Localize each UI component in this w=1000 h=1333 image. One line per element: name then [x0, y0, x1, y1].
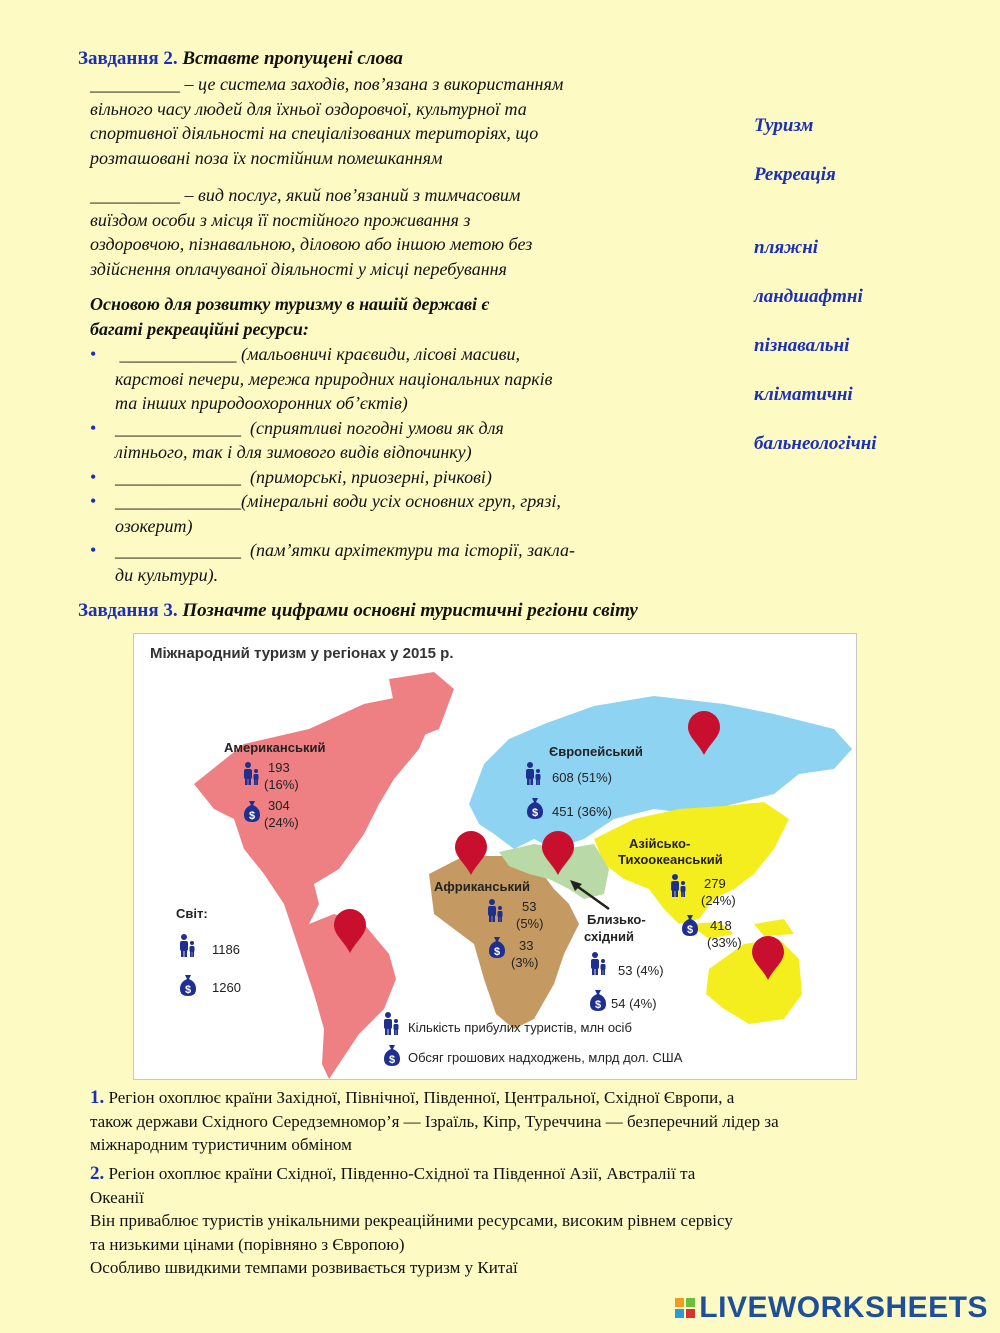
- word-bank-item[interactable]: кліматичні: [754, 384, 853, 405]
- definition-2-line: здійснення оплачуваної діяльності у місці перебування: [90, 258, 507, 279]
- map-title: Міжнародний туризм у регіонах у 2015 р.: [150, 645, 454, 662]
- definition-1-blank[interactable]: __________: [90, 74, 180, 94]
- definition-2-line: оздоровчою, пізнавальною, діловою або іншою метою без: [90, 234, 533, 254]
- person-icon: [384, 1012, 399, 1035]
- money-icon: [180, 975, 196, 996]
- middle-east-label-1: Близько-: [587, 912, 646, 927]
- bullet-icon: •: [90, 466, 97, 487]
- american-tourists: 193: [268, 760, 290, 775]
- asia-pacific-label-1: Азійсько-: [629, 836, 691, 851]
- task3-heading: [78, 600, 638, 622]
- resource-text: (сприятливі погодні умови як для: [250, 417, 504, 438]
- definition-2-blank[interactable]: __________: [90, 185, 180, 205]
- description-line: Він приваблює туристів унікальними рекреаційними ресурсами, високим рівнем сервісу: [90, 1211, 733, 1230]
- asia-pacific-label-2: Тихоокеанський: [618, 852, 723, 867]
- world-tourists: 1186: [212, 942, 240, 957]
- description-number: 1.: [90, 1087, 105, 1108]
- definition-1-line: спортивної діяльності на спеціалізованих територіях, що: [90, 123, 539, 143]
- resources-heading-line: багаті рекреаційні ресурси:: [90, 318, 309, 339]
- region-description-2: [90, 1162, 970, 1280]
- resource-blank[interactable]: ______________: [115, 417, 241, 438]
- resource-text: (приморські, приозерні, річкові): [250, 466, 492, 487]
- asia-pacific-tourists: 279: [704, 876, 726, 891]
- african-revenue: 33: [519, 938, 534, 953]
- list-item: [90, 465, 735, 490]
- bullet-icon: •: [90, 540, 97, 560]
- european-label: Європейський: [549, 744, 643, 759]
- world-revenue: 1260: [212, 980, 241, 995]
- american-tourists-pct: (16%): [264, 777, 299, 792]
- brand-name: LIVEWORKSHEETS: [699, 1291, 988, 1324]
- definition-1-line: розташовані поза їх постійним помешканням: [90, 147, 443, 168]
- world-label: Світ:: [176, 906, 208, 921]
- resources-heading: [90, 292, 730, 341]
- african-label: Африканський: [434, 879, 530, 894]
- money-icon: [590, 990, 606, 1011]
- definition-2: [90, 183, 730, 281]
- definition-1: [90, 72, 730, 170]
- word-bank-item[interactable]: бальнеологічні: [754, 433, 877, 454]
- resource-text: озокерит): [115, 515, 193, 536]
- middle-east-tourists: 53 (4%): [618, 963, 664, 978]
- resource-text: ди культури).: [115, 564, 219, 585]
- american-revenue: 304: [268, 798, 290, 813]
- definition-1-line: – це система заходів, пов’язана з використанням: [184, 74, 564, 94]
- definition-2-line: виїздом особи з місця її постійного проживання з: [90, 209, 471, 230]
- person-icon: [591, 952, 606, 975]
- bullet-icon: •: [90, 344, 97, 364]
- legend-tourists: Кількість прибулих туристів, млн осіб: [408, 1020, 632, 1035]
- description-line: Регіон охоплює країни Західної, Північної, Південної, Центральної, Східної Європи, а: [108, 1088, 735, 1107]
- african-revenue-pct: (3%): [511, 955, 539, 970]
- asia-pacific-revenue: 418: [710, 918, 732, 933]
- description-line: Особливо швидкими темпами розвивається туризм у Китаї: [90, 1258, 518, 1277]
- middle-east-revenue: 54 (4%): [611, 996, 657, 1011]
- word-bank-item[interactable]: пляжні: [754, 237, 819, 258]
- resources-heading-line: Основою для розвитку туризму в нашій державі є: [90, 294, 489, 314]
- liveworksheets-logo-icon: [675, 1298, 695, 1318]
- bullet-icon: •: [90, 417, 97, 438]
- description-line: Регіон охоплює країни Східної, Південно-Східної та Південної Азії, Австралії та: [108, 1164, 696, 1183]
- european-tourists: 608 (51%): [552, 770, 612, 785]
- description-number: 2.: [90, 1163, 105, 1184]
- resource-text: карстові печери, мережа природних національних парків: [115, 368, 553, 389]
- american-label: Американський: [224, 740, 326, 755]
- word-bank-item[interactable]: пізнавальні: [754, 335, 850, 356]
- task3-label: Завдання 3.: [78, 600, 178, 621]
- word-bank-item[interactable]: ландшафтні: [754, 286, 863, 307]
- european-revenue: 451 (36%): [552, 804, 612, 819]
- asia-pacific-tourists-pct: (24%): [701, 893, 736, 908]
- description-line: також держави Східного Середземномор’я — Ізраїль, Кіпр, Туреччина — безперечний лідер за: [90, 1111, 779, 1131]
- map-svg: $ Міжнародний туризм у регіонах у 2015 р. Американський 193 (16%) 304 (24%) Європейський 608 (51%) 451 (36%) Азійсько- Тихоокеанський 279 (24%) 418 (33%) Африканський 53 (5%) 33 (3%) Близько- східний 53 (4%) 54 (4%) Світ: 1186 1260 Кількість прибулих туристів, млн осіб Обсяг грошових надходжень, млрд дол. США: [134, 634, 856, 1079]
- task2-heading: [78, 48, 403, 70]
- african-tourists: 53: [522, 899, 537, 914]
- word-bank-item[interactable]: Рекреація: [754, 164, 836, 185]
- liveworksheets-footer: [675, 1291, 988, 1325]
- resource-text: (мінеральні води усіх основних груп, грязі,: [241, 491, 561, 511]
- african-tourists-pct: (5%): [516, 916, 544, 931]
- resource-text: (пам’ятки архітектури та історії, закла-: [250, 540, 575, 560]
- list-item: [90, 538, 735, 587]
- task2-label: Завдання 2.: [78, 48, 178, 69]
- list-item: [90, 489, 735, 538]
- description-line: Океанії: [90, 1187, 144, 1207]
- resource-blank[interactable]: ______________: [115, 491, 241, 511]
- asia-pacific-revenue-pct: (33%): [707, 935, 742, 950]
- list-item: [90, 416, 735, 465]
- resource-blank[interactable]: ______________: [115, 466, 241, 487]
- resource-text: (мальовничі краєвиди, лісові масиви,: [241, 344, 521, 364]
- money-icon: [384, 1045, 400, 1066]
- middle-east-label-2: східний: [584, 929, 634, 944]
- person-icon: [180, 934, 195, 957]
- region-description-1: [90, 1086, 970, 1157]
- resource-blank[interactable]: _____________: [119, 344, 237, 364]
- resource-text: літнього, так і для зимового видів відпочинку): [115, 442, 472, 462]
- list-item: [90, 342, 735, 416]
- resources-list: [90, 342, 735, 587]
- task3-instruction: Позначте цифрами основні туристичні регіони світу: [182, 600, 638, 621]
- bullet-icon: •: [90, 491, 97, 511]
- definition-2-line: – вид послуг, який пов’язаний з тимчасовим: [184, 185, 521, 205]
- description-line: міжнародним туристичним обміном: [90, 1135, 352, 1154]
- description-line: та низькими цінами (порівняно з Європою): [90, 1234, 405, 1254]
- world-tourism-map: [133, 633, 857, 1080]
- resource-text: та інших природоохоронних об’єктів): [115, 393, 408, 413]
- word-bank-item[interactable]: Туризм: [754, 115, 814, 136]
- task2-instruction: Вставте пропущені слова: [182, 48, 403, 69]
- legend-revenue: Обсяг грошових надходжень, млрд дол. США: [408, 1050, 683, 1065]
- definition-1-line: вільного часу людей для їхньої оздоровчої, культурної та: [90, 98, 527, 119]
- resource-blank[interactable]: ______________: [115, 540, 241, 560]
- american-revenue-pct: (24%): [264, 815, 299, 830]
